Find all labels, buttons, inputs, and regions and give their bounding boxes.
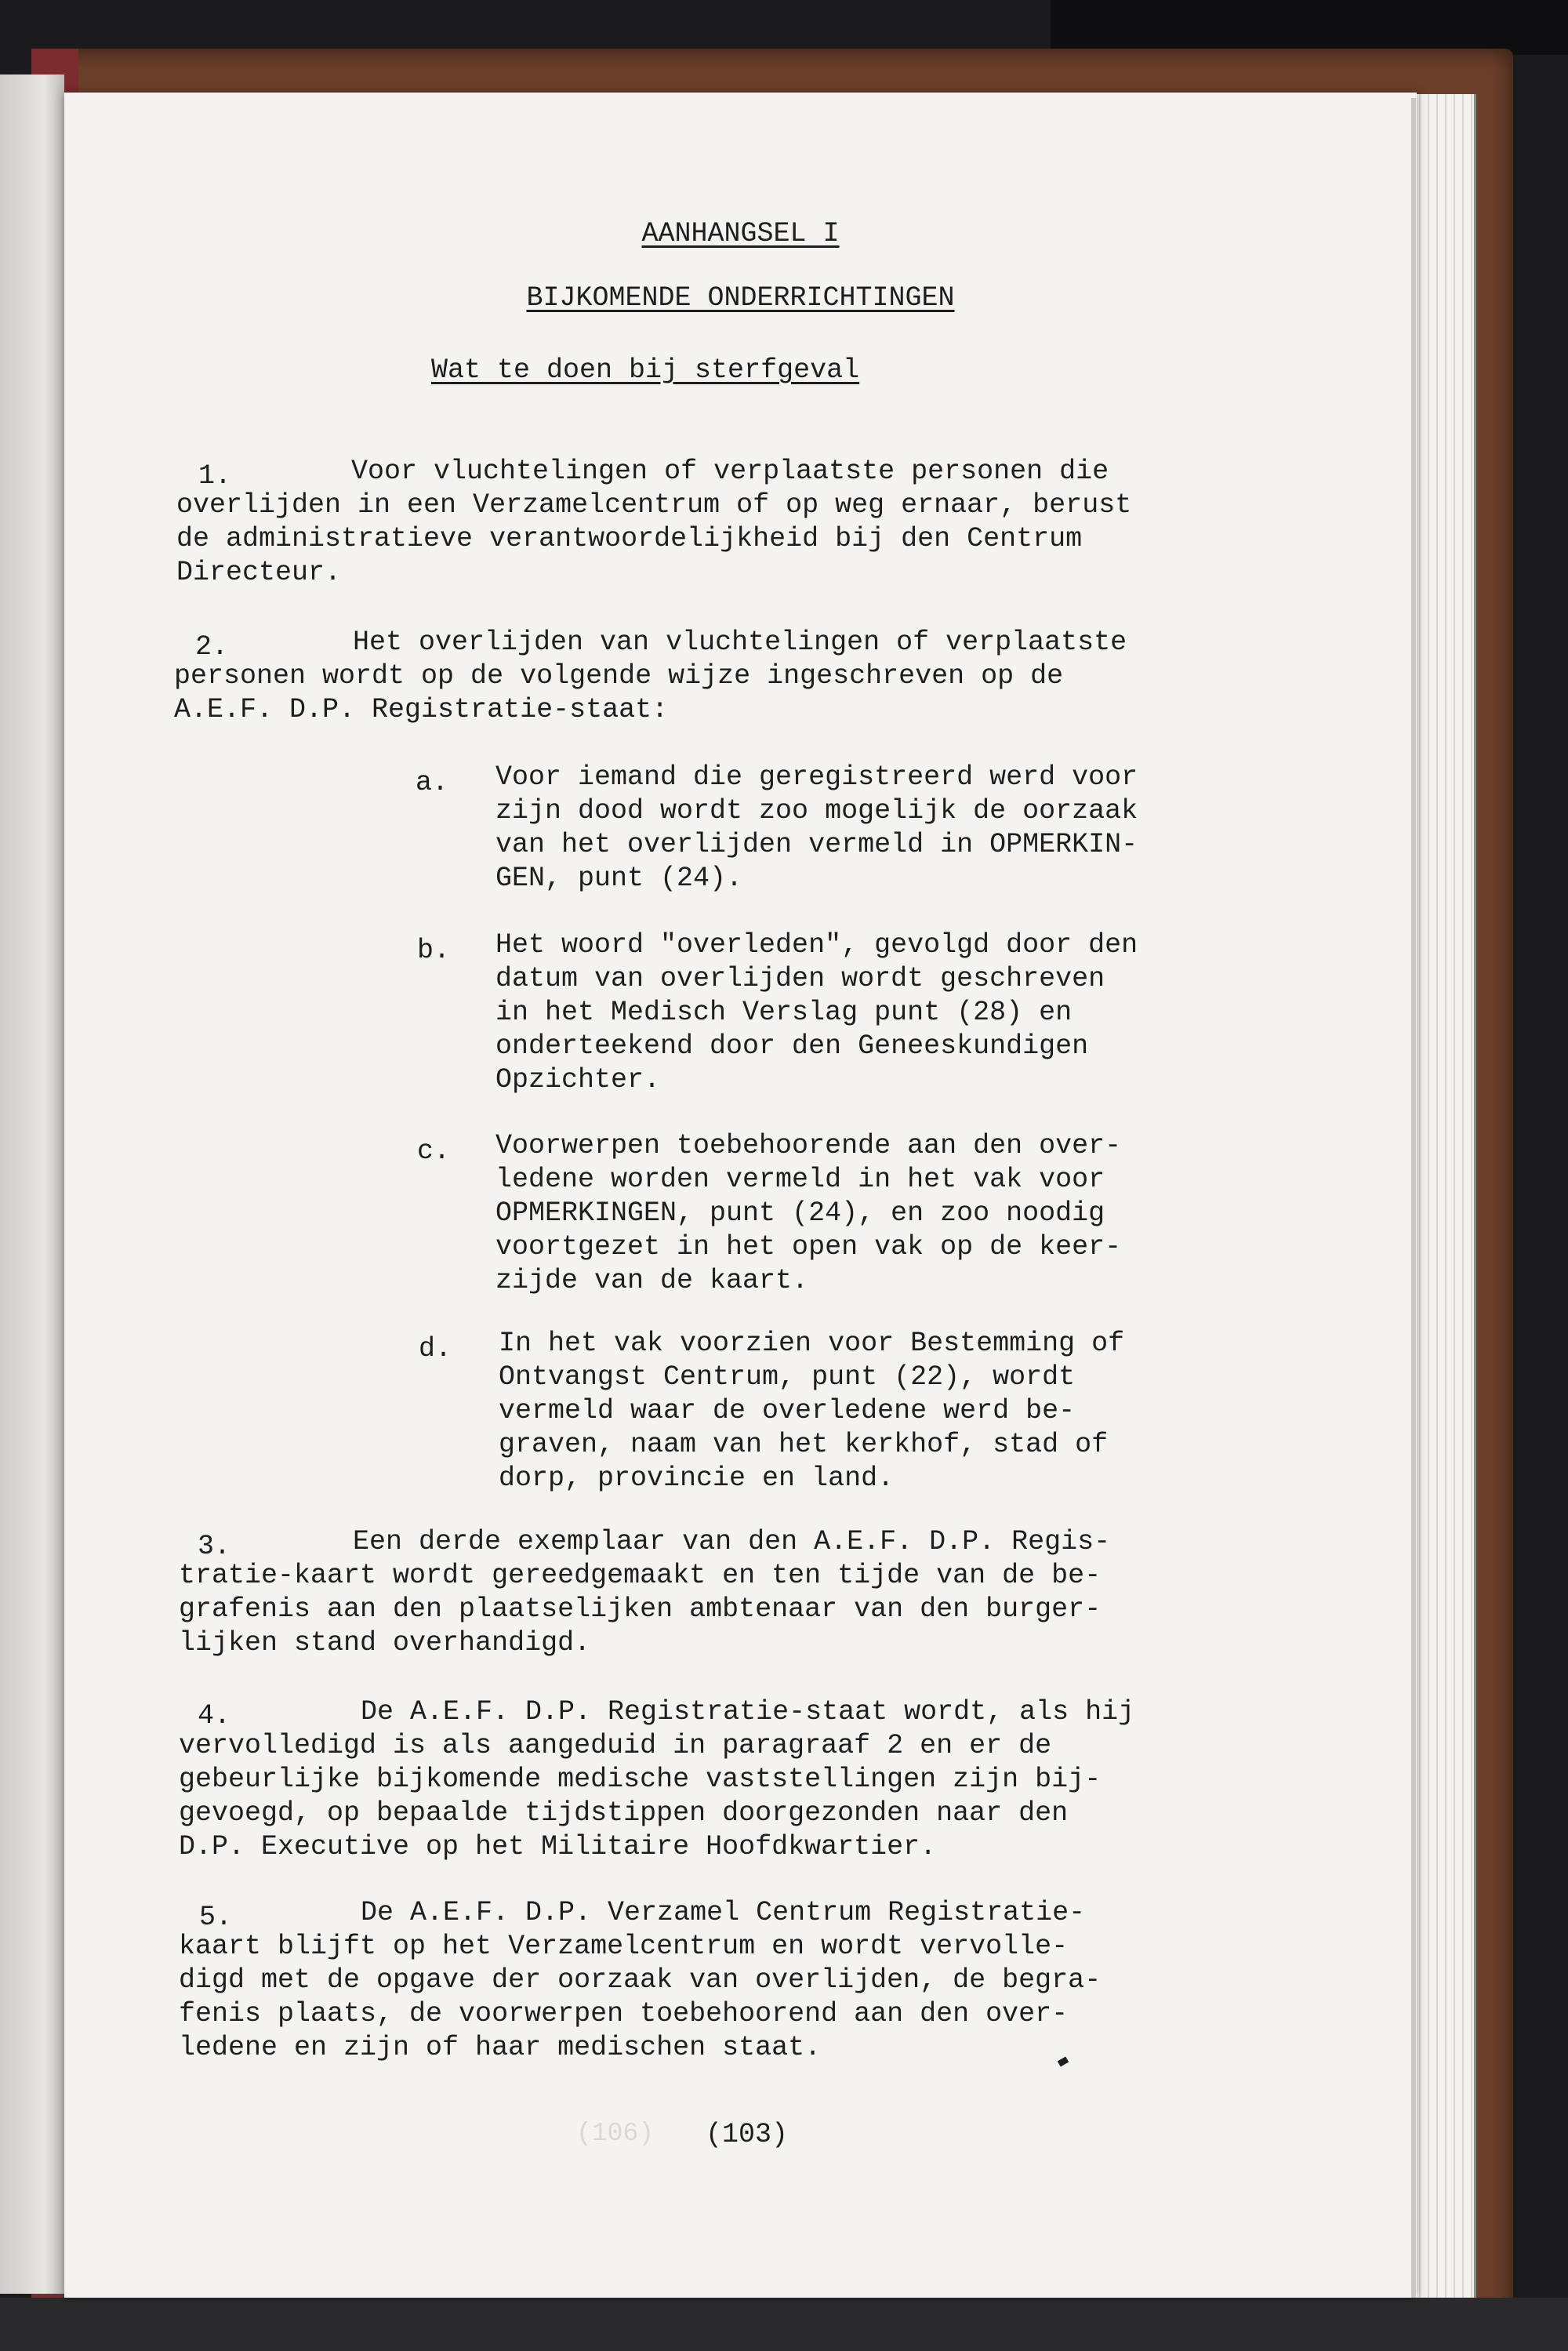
subitem-line: voortgezet in het open vak op de keer-	[495, 1231, 1122, 1263]
subitem-line: datum van overlijden wordt geschreven	[495, 963, 1105, 994]
subitem-line: Voor iemand die geregistreerd werd voor	[495, 761, 1138, 793]
paragraph-line: A.E.F. D.P. Registratie-staat:	[174, 694, 669, 725]
subitem-a	[495, 761, 1138, 896]
paragraph-number: 2.	[195, 631, 229, 663]
subitem-line: zijn dood wordt zoo mogelijk de oorzaak	[495, 795, 1138, 827]
subitem-line: onderteekend door den Geneeskundigen	[495, 1030, 1089, 1062]
paragraph-3	[179, 1525, 1110, 1660]
faint-page-number: (106)	[576, 2119, 655, 2148]
subitem-label: a.	[416, 767, 449, 798]
subitem-line: ledene worden vermeld in het vak voor	[495, 1164, 1105, 1195]
subitem-line: OPMERKINGEN, punt (24), en zoo noodig	[495, 1197, 1105, 1229]
page-edge-shadow	[1411, 98, 1416, 2298]
subitem-b	[495, 928, 1138, 1097]
paragraph-2	[174, 626, 1127, 727]
subitem-line: graven, naam van het kerkhof, stad of	[499, 1429, 1109, 1460]
photo-background	[1051, 0, 1568, 55]
photo-background-bottom	[0, 2298, 1568, 2351]
subitem-line: vermeld waar de overledene werd be-	[499, 1395, 1076, 1426]
paragraph-line: kaart blijft op het Verzamelcentrum en wordt vervolle-	[179, 1931, 1069, 1962]
paragraph-number: 3.	[198, 1531, 231, 1562]
paragraph-line: tratie-kaart wordt gereedgemaakt en ten tijde van de be-	[179, 1560, 1102, 1591]
facing-page-edge	[0, 74, 64, 2294]
paragraph-line: vervolledigd is als aangeduid in paragraaf 2 en er de	[179, 1730, 1052, 1761]
page-subtitle: BIJKOMENDE ONDERRICHTINGEN	[526, 282, 955, 314]
paragraph-line: Het overlijden van vluchtelingen of verplaatste	[353, 627, 1127, 658]
paragraph-line: overlijden in een Verzamelcentrum of op weg ernaar, berust	[176, 489, 1132, 521]
paragraph-line: grafenis aan den plaatselijken ambtenaar van den burger-	[179, 1593, 1102, 1625]
paragraph-line: De A.E.F. D.P. Registratie-staat wordt, als hij	[361, 1696, 1135, 1728]
section-heading: Wat te doen bij sterfgeval	[431, 354, 860, 386]
paragraph-number: 5.	[199, 1902, 233, 1933]
paragraph-5	[179, 1896, 1101, 2065]
paragraph-line: personen wordt op de volgende wijze ingeschreven op de	[174, 660, 1064, 692]
paragraph-line: Een derde exemplaar van den A.E.F. D.P. Regis-	[353, 1526, 1111, 1557]
page-title: AANHANGSEL I	[641, 218, 840, 249]
subitem-line: Het woord "overleden", gevolgd door den	[495, 929, 1138, 961]
subitem-line: van het overlijden vermeld in OPMERKIN-	[495, 829, 1138, 860]
subitem-label: c.	[417, 1136, 451, 1167]
subitem-line: Voorwerpen toebehoorende aan den over-	[495, 1130, 1122, 1161]
subitem-label: d.	[419, 1333, 452, 1364]
subitem-line: dorp, provincie en land.	[499, 1463, 895, 1494]
paragraph-4	[179, 1695, 1134, 1864]
subitem-line: in het Medisch Verslag punt (28) en	[495, 997, 1073, 1028]
subitem-line: GEN, punt (24).	[495, 863, 743, 894]
paragraph-line: D.P. Executive op het Militaire Hoofdkwartier.	[179, 1831, 937, 1862]
paragraph-line: fenis plaats, de voorwerpen toebehoorend aan den over-	[179, 1998, 1069, 2029]
subitem-label: b.	[417, 935, 451, 966]
paragraph-line: gevoegd, op bepaalde tijdstippen doorgezonden naar den	[179, 1797, 1069, 1829]
subitem-line: zijde van de kaart.	[495, 1265, 809, 1296]
subitem-line: Opzichter.	[495, 1064, 661, 1096]
page-number: (103)	[706, 2119, 789, 2150]
paragraph-line: lijken stand overhandigd.	[179, 1627, 591, 1659]
paragraph-line: digd met de opgave der oorzaak van overlijden, de begra-	[179, 1964, 1102, 1996]
paragraph-line: Voor vluchtelingen of verplaatste personen die	[351, 456, 1109, 487]
subitem-d	[499, 1327, 1124, 1495]
paragraph-number: 4.	[198, 1700, 231, 1731]
subitem-line: In het vak voorzien voor Bestemming of	[499, 1328, 1125, 1359]
subitem-line: Ontvangst Centrum, punt (22), wordt	[499, 1361, 1076, 1393]
paragraph-line: ledene en zijn of haar medischen staat.	[179, 2032, 822, 2063]
subitem-c	[495, 1129, 1121, 1298]
paragraph-1	[176, 455, 1131, 590]
paragraph-line: de administratieve verantwoordelijkheid bij den Centrum	[176, 523, 1083, 554]
paragraph-line: De A.E.F. D.P. Verzamel Centrum Registratie-	[361, 1897, 1086, 1928]
paragraph-number: 1.	[198, 460, 232, 492]
paragraph-line: gebeurlijke bijkomende medische vaststellingen zijn bij-	[179, 1764, 1102, 1795]
paragraph-line: Directeur.	[176, 557, 342, 588]
